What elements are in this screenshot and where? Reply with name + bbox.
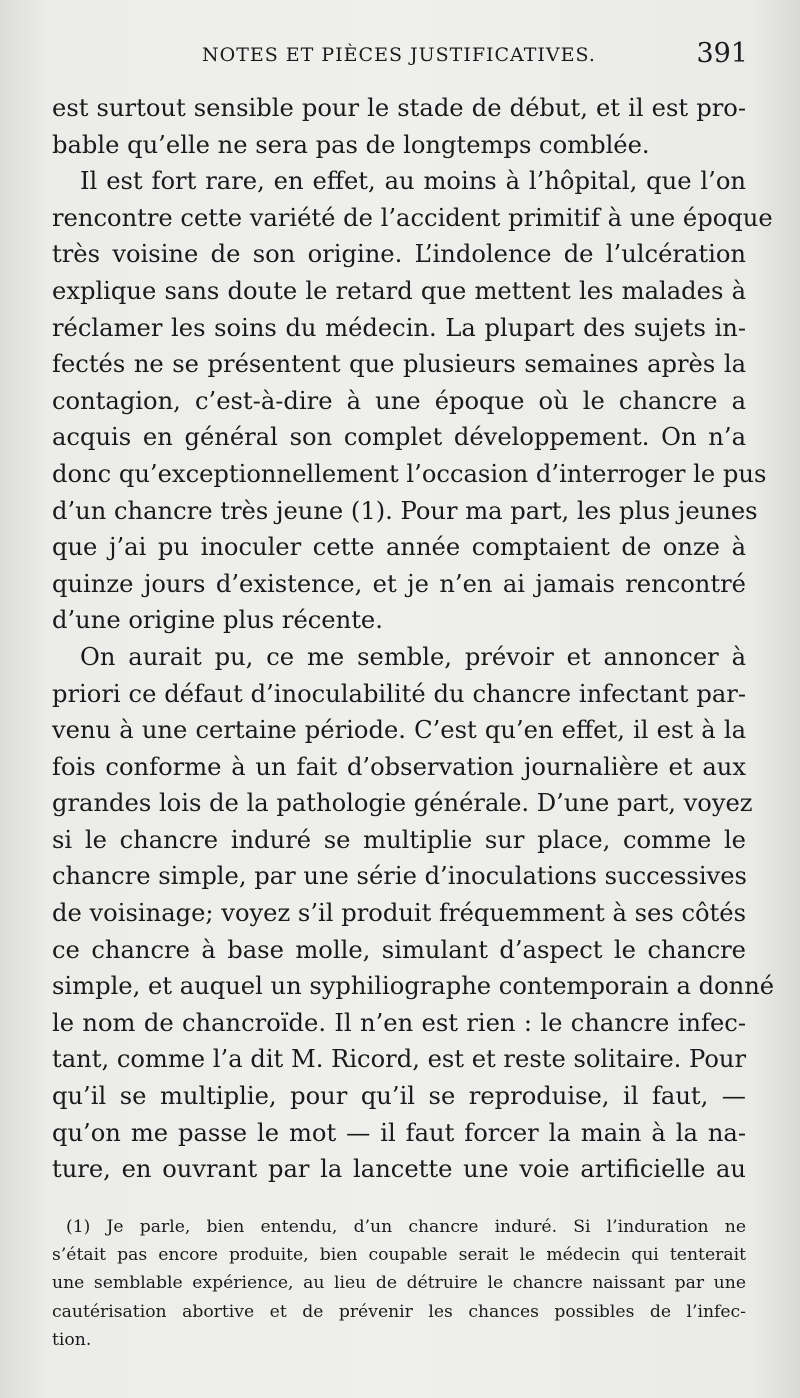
text-line: On aurait pu, ce me semble, prévoir et annoncer à (80, 642, 746, 671)
text-line: ce chancre à base molle, simulant d’aspect le chancre (52, 935, 746, 964)
text-line: contagion, c’est-à-dire à une époque où le chancre a (52, 386, 746, 415)
footnote-line: une semblable expérience, au lieu de détruire le chancre naissant par une (52, 1273, 746, 1294)
text-line: donc qu’exceptionnellement l’occasion d’interroger le pus (52, 459, 767, 488)
text-line: est surtout sensible pour le stade de début, et il est pro- (52, 94, 746, 122)
text-line: fectés ne se présentent que plusieurs semaines après la (52, 350, 746, 379)
footnote-line: cautérisation abortive et de prévenir les chances possibles de l’infec- (52, 1301, 746, 1322)
text-line: si le chancre induré se multiplie sur place, comme le (52, 825, 746, 854)
text-line: d’un chancre très jeune (1). Pour ma part, les plus jeunes (52, 496, 758, 525)
body-text (52, 90, 775, 1188)
text-line: fois conforme à un fait d’observation journalière et aux (52, 752, 746, 781)
text-line: Il est fort rare, en effet, au moins à l’hôpital, que l’on (80, 167, 746, 196)
text-line: quinze jours d’existence, et je n’en ai jamais rencontré (52, 569, 746, 598)
text-line: de voisinage; voyez s’il produit fréquemment à ses côtés (52, 899, 746, 928)
page-number: 391 (696, 38, 748, 69)
text-line: réclamer les soins du médecin. La plupart des sujets in- (52, 313, 746, 342)
text-line: venu à une certaine période. C’est qu’en effet, il est à la (52, 716, 746, 745)
footnote (52, 1213, 746, 1354)
text-line: explique sans doute le retard que mettent les malades à (52, 276, 746, 305)
text-line: tant, comme l’a dit M. Ricord, est et reste solitaire. Pour (52, 1045, 747, 1074)
text-line: bable qu’elle ne sera pas de longtemps comblée. (52, 130, 650, 159)
text-line: acquis en général son complet développement. On n’a (52, 423, 746, 452)
text-line: que j’ai pu inoculer cette année comptaient de onze à (52, 533, 746, 562)
paragraph (52, 90, 746, 163)
text-line: chancre simple, par une série d’inoculations successives (52, 862, 747, 891)
text-line: qu’il se multiplie, pour qu’il se reproduise, il faut, — (52, 1082, 746, 1111)
text-line: grandes lois de la pathologie générale. D’une part, voyez (52, 789, 753, 818)
text-line: priori ce défaut d’inoculabilité du chancre infectant par- (52, 679, 746, 708)
paragraph (52, 163, 773, 639)
text-line: rencontre cette variété de l’accident primitif à une époque (52, 203, 773, 232)
paragraph (52, 639, 775, 1188)
text-line: le nom de chancroïde. Il n’en est rien : le chancre infec- (52, 1008, 746, 1037)
text-line: qu’on me passe le mot — il faut forcer la main à la na- (52, 1118, 746, 1147)
text-line: très voisine de son origine. L’indolence de l’ulcération (52, 240, 746, 269)
text-line: ture, en ouvrant par la lancette une voie artificielle au (52, 1155, 746, 1184)
footnote-line: tion. (52, 1329, 92, 1350)
text-line: d’une origine plus récente. (52, 606, 383, 635)
page-header (52, 38, 748, 74)
text-line: simple, et auquel un syphiliographe contemporain a donné (52, 972, 775, 1001)
running-title: NOTES ET PIÈCES JUSTIFICATIVES. (202, 44, 596, 66)
footnote-line: s’était pas encore produite, bien coupable serait le médecin qui tenterait (52, 1245, 746, 1266)
footnote-line: (1) Je parle, bien entendu, d’un chancre induré. Si l’induration ne (66, 1217, 746, 1237)
